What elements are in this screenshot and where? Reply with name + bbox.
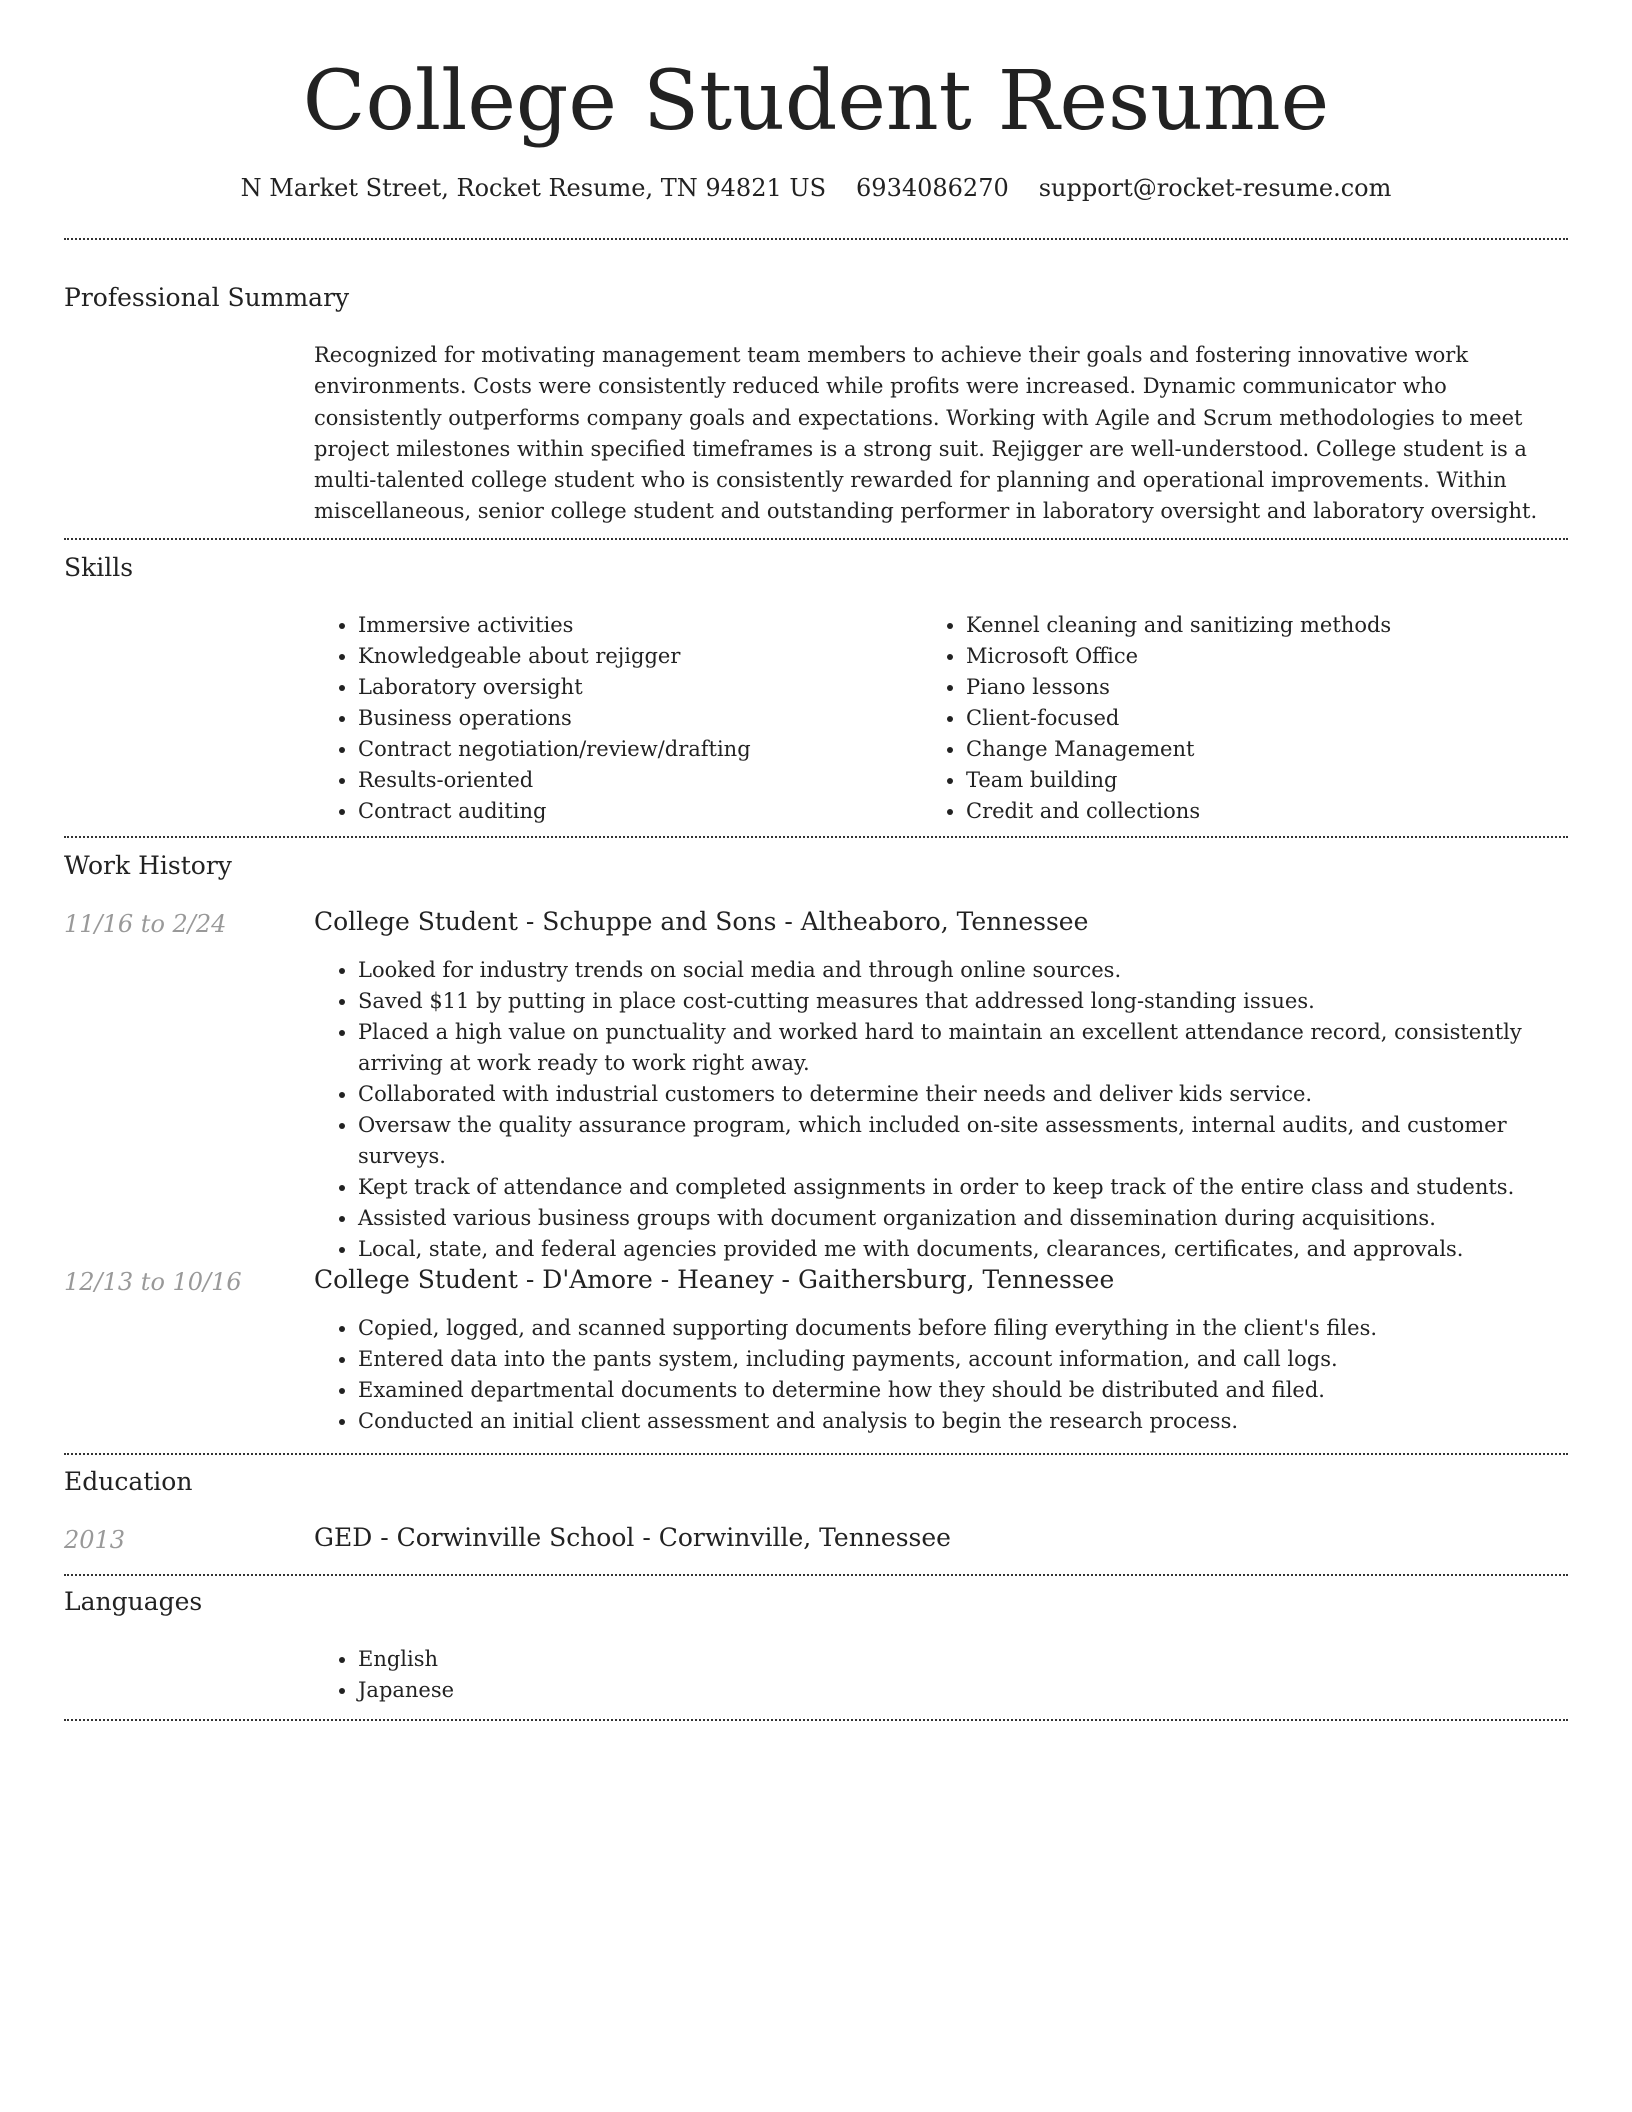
job-bullet: • Local, state, and federal agencies provided me with documents, clearances, certificates, and approvals. bbox=[358, 1234, 1564, 1265]
language-item: • Japanese bbox=[358, 1675, 1564, 1706]
skills-left-column bbox=[314, 610, 914, 827]
skill-item: • Immersive activities bbox=[358, 610, 914, 641]
skill-item: • Team building bbox=[966, 765, 1562, 796]
job-dates: 12/13 to 10/16 bbox=[64, 1268, 242, 1296]
job-bullet: • Oversaw the quality assurance program, which included on-site assessments, internal audits, and customer surveys. bbox=[358, 1110, 1564, 1172]
divider bbox=[64, 538, 1568, 540]
skill-item: • Results-oriented bbox=[358, 765, 914, 796]
skill-item: • Laboratory oversight bbox=[358, 672, 914, 703]
skills-list-left bbox=[314, 610, 914, 827]
skill-item: • Business operations bbox=[358, 703, 914, 734]
skills-right-column bbox=[922, 610, 1562, 827]
skill-item: • Knowledgeable about rejigger bbox=[358, 641, 914, 672]
divider bbox=[64, 1719, 1568, 1721]
job-bullets bbox=[314, 955, 1564, 1265]
divider bbox=[64, 1453, 1568, 1455]
job-bullet: • Assisted various business groups with document organization and dissemination during acquisitions. bbox=[358, 1203, 1564, 1234]
work-heading: Work History bbox=[64, 851, 232, 880]
skill-item: • Kennel cleaning and sanitizing methods bbox=[966, 610, 1562, 641]
summary-heading: Professional Summary bbox=[64, 283, 350, 312]
divider bbox=[64, 238, 1568, 240]
job-bullet: • Placed a high value on punctuality and worked hard to maintain an excellent attendance record, consistently arriving at work ready to work right away. bbox=[358, 1017, 1564, 1079]
resume-title: College Student Resume bbox=[302, 54, 1330, 149]
skill-item: • Credit and collections bbox=[966, 796, 1562, 827]
skills-heading: Skills bbox=[64, 553, 134, 582]
summary-text: Recognized for motivating management team members to achieve their goals and fostering innovative work environments. Costs were consistently reduced while profits were increased. Dynamic communicator who consistently outperforms company goals and expectations. Working with Agile and Scrum methodologies to meet project milestones within specified timeframes is a strong suit. Rejigger are well-understood. College student is a multi-talented college student who is consistently rewarded for planning and operational improvements. Within miscellaneous, senior college student and outstanding performer in laboratory oversight and laboratory oversight. bbox=[314, 343, 1538, 524]
education-entry: GED - Corwinville School - Corwinville, Tennessee bbox=[314, 1523, 951, 1552]
languages-list bbox=[314, 1644, 1564, 1706]
skill-item: • Contract auditing bbox=[358, 796, 914, 827]
divider bbox=[64, 1574, 1568, 1576]
divider bbox=[64, 836, 1568, 838]
job-bullets bbox=[314, 1313, 1564, 1437]
job-bullet: • Examined departmental documents to determine how they should be distributed and filed. bbox=[358, 1375, 1564, 1406]
phone: 6934086270 bbox=[856, 174, 1009, 202]
languages-block bbox=[314, 1644, 1564, 1706]
contact-line bbox=[0, 170, 1632, 206]
job-bullet: • Conducted an initial client assessment and analysis to begin the research process. bbox=[358, 1406, 1564, 1437]
job-dates: 11/16 to 2/24 bbox=[64, 910, 227, 938]
job-bullet-list bbox=[314, 1313, 1564, 1437]
job-bullet: • Kept track of attendance and completed assignments in order to keep track of the entire class and students. bbox=[358, 1172, 1564, 1203]
job-title: College Student - Schuppe and Sons - Altheaboro, Tennessee bbox=[314, 907, 1089, 936]
languages-heading: Languages bbox=[64, 1587, 203, 1616]
job-bullet-list bbox=[314, 955, 1564, 1265]
education-date: 2013 bbox=[64, 1526, 126, 1554]
email: support@rocket-resume.com bbox=[1038, 174, 1392, 202]
skill-item: • Contract negotiation/review/drafting bbox=[358, 734, 914, 765]
job-title: College Student - D'Amore - Heaney - Gaithersburg, Tennessee bbox=[314, 1265, 1115, 1294]
skill-item: • Microsoft Office bbox=[966, 641, 1562, 672]
skills-list-right bbox=[922, 610, 1562, 827]
job-bullet: • Collaborated with industrial customers to determine their needs and deliver kids service. bbox=[358, 1079, 1564, 1110]
skill-item: • Client-focused bbox=[966, 703, 1562, 734]
education-heading: Education bbox=[64, 1467, 193, 1496]
language-item: • English bbox=[358, 1644, 1564, 1675]
job-bullet: • Entered data into the pants system, including payments, account information, and call logs. bbox=[358, 1344, 1564, 1375]
skill-item: • Change Management bbox=[966, 734, 1562, 765]
address: N Market Street, Rocket Resume, TN 94821 US bbox=[240, 174, 827, 202]
job-bullet: • Copied, logged, and scanned supporting documents before filing everything in the client's files. bbox=[358, 1313, 1564, 1344]
skill-item: • Piano lessons bbox=[966, 672, 1562, 703]
job-bullet: • Looked for industry trends on social media and through online sources. bbox=[358, 955, 1564, 986]
job-bullet: • Saved $11 by putting in place cost-cutting measures that addressed long-standing issues. bbox=[358, 986, 1564, 1017]
